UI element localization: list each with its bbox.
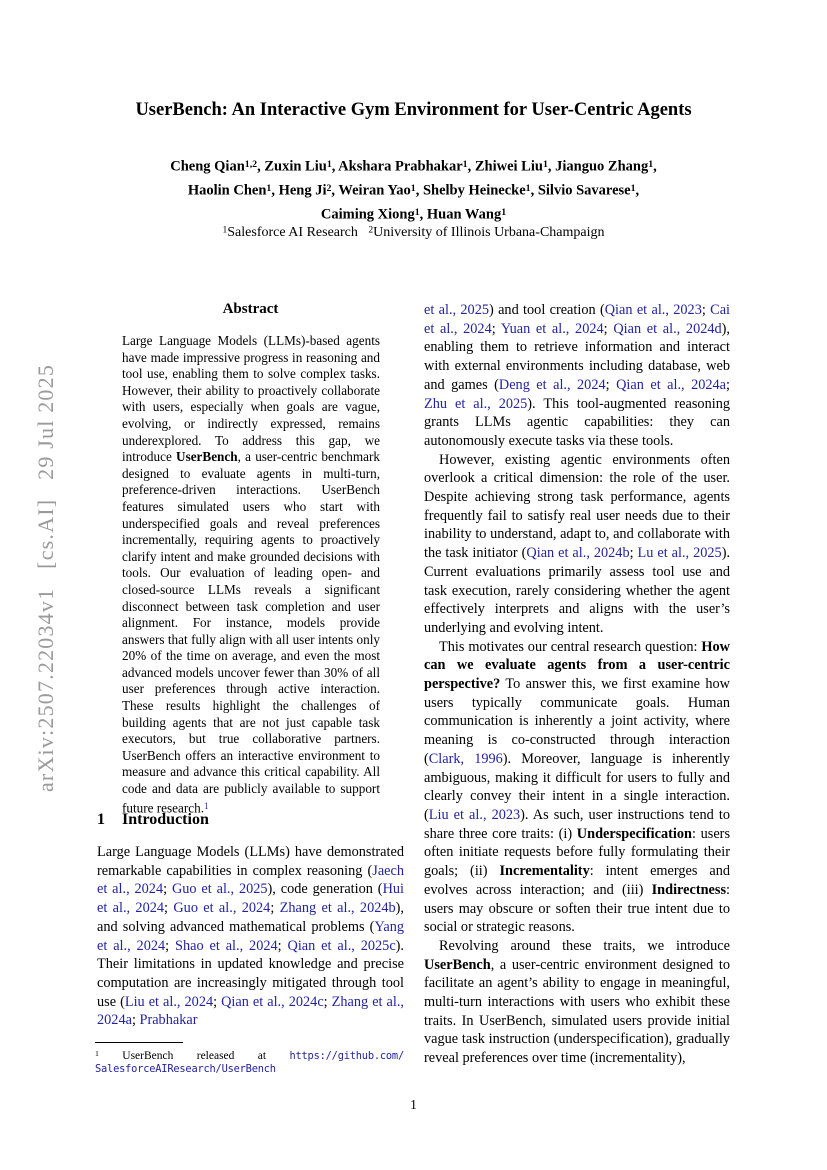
text-span: : users may obscure or soften their true intent due to social or strategic reasons. [424, 881, 730, 936]
citation-link[interactable]: Yang et al., 2024 [97, 918, 404, 954]
text-span: Cheng Qian [170, 158, 245, 175]
citation-link[interactable]: Guo et al., 2024 [173, 900, 271, 917]
text-span: ; [603, 320, 614, 337]
citation-link[interactable]: Shao et al., 2024 [175, 937, 278, 954]
text-span: Incrementality [499, 863, 590, 880]
text-span: , [635, 182, 640, 199]
citation-link[interactable]: Guo et al., 2025 [171, 881, 268, 898]
abstract-text [122, 333, 380, 817]
text-span: Salesforce AI Research [227, 225, 369, 240]
text-span: 1 [326, 159, 332, 170]
citation-link[interactable]: Clark, 1996 [428, 750, 503, 767]
section-number: 1 [97, 811, 105, 828]
text-span: , [653, 158, 657, 175]
section-heading-introduction [97, 811, 404, 829]
footnote-text [95, 1047, 404, 1077]
text-span: ). Their limitations in updated knowledge and precise computation are increasingly mitigated through tool use ( [97, 937, 405, 1010]
citation-link[interactable]: Jaech et al., 2024 [97, 862, 404, 898]
text-span: ; [491, 320, 501, 337]
text-span: , Heng Ji [271, 182, 327, 199]
text-span: ). Moreover, language is inherently ambiguous, making it difficult for users to fully and clearly convey their intent in a single interaction. ( [424, 750, 730, 823]
citation-link[interactable]: Prabhakar [139, 1012, 198, 1029]
affiliation-line [0, 225, 827, 241]
paragraph [424, 638, 730, 937]
citation-link[interactable]: Cai et al., 2024 [424, 302, 731, 337]
citation-link[interactable]: 1 [204, 800, 209, 811]
text-span: 2 [368, 225, 374, 236]
text-span: University of Illinois Urbana-Champaign [373, 225, 605, 240]
text-span: ). Current evaluations primarily assess tool use and task execution, rarely considering whether the agent effectively interprets and aligns with the user’s underlying and evolving intent. [424, 545, 731, 636]
text-span: ; [165, 937, 176, 954]
text-span: , a user-centric benchmark designed to evaluate agents in multi-turn, preference-driven interactions. UserBench features simulated users who start with underspecified goals and reveal preferences incrementally, requiring agents to proactively clarify intent and make grounded decisions with tools. Our evaluation of leading open- and closed-source LLMs reveals a significant disconnect between task completion and user alignment. For instance, models provide answers that fully align with all user intents only 20% of the time on average, and even the most advanced models uncover fewer than 30% of all user preferences through active interaction. These results highlight the challenges of building agents that are not just capable task executors, but true collaborative partners. UserBench offers an interactive environment to measure and advance this critical capability. All code and data are publicly available to support future research. [122, 449, 380, 816]
text-span: ). This tool-augmented reasoning grants LLMs agentic capabilities: they can autonomously execute tasks via these tools. [424, 395, 730, 449]
author-line-2 [0, 178, 827, 202]
text-span: ) and tool creation ( [489, 302, 605, 318]
text-span: , Akshara Prabhakar [331, 158, 463, 175]
text-span: : intent emerges and evolves across interaction; and (iii) [424, 863, 730, 898]
citation-link[interactable]: Qian et al., 2024d [613, 320, 722, 337]
paragraph [424, 451, 730, 638]
text-span: ; [726, 376, 731, 393]
citation-link[interactable]: Liu et al., 2024 [124, 993, 214, 1010]
text-span: However, existing agentic environments often overlook a critical dimension: the role of the user. Despite achieving strong task performance, agents frequently fail to satisfy real user needs due to their inability to understand, adapt to, and collaborate with the task initiator ( [424, 451, 730, 562]
text-span: 1 [648, 159, 654, 170]
text-span: ; [605, 376, 617, 393]
text-span: ), code generation ( [267, 881, 383, 898]
paragraph [424, 937, 730, 1068]
author-block [0, 154, 827, 227]
author-line-3 [0, 202, 827, 226]
text-span: 1 [525, 183, 531, 195]
text-span: 1 [410, 183, 416, 195]
text-span: 2 [326, 183, 332, 195]
text-span: ; [164, 900, 174, 917]
text-span: ). As such, user instructions tend to share three core traits: (i) [424, 806, 730, 842]
text-span: UserBench released at [98, 1049, 290, 1062]
arxiv-sidebar-label: arXiv:2507.22034v1 [cs.AI] 29 Jul 2025 [33, 363, 58, 793]
page-number: 1 [410, 1097, 417, 1112]
text-span: To answer this, we first examine how users typically communicate goals. Human communication is inherently a joint activity, where meaning is co-constructed through interaction ( [424, 676, 730, 767]
text-span: Large Language Models (LLMs)-based agents have made impressive progress in reasoning and tool use, enabling them to solve complex tasks. However, their ability to proactively collaborate with users, especially when goals are vague, evolving, or indirectly expressed, remains underexplored. To address this gap, we introduce [122, 333, 380, 465]
abstract-heading: Abstract [222, 301, 279, 317]
text-span: , Zuxin Liu [257, 158, 327, 175]
citation-link[interactable]: et al., 2025 [424, 302, 490, 318]
text-span: How can we evaluate agents from a user-centric perspective? [424, 638, 730, 693]
footnote-rule [95, 1042, 183, 1043]
footnote [95, 1042, 404, 1077]
text-span: , Jianguo Zhang [547, 158, 649, 175]
text-span: 1 [630, 183, 636, 195]
citation-link[interactable]: Qian et al., 2024a [616, 376, 727, 393]
citation-link[interactable]: Qian et al., 2023 [604, 302, 702, 318]
text-span: ), and solving advanced mathematical problems ( [97, 900, 405, 935]
citation-link[interactable]: Qian et al., 2024c [221, 993, 324, 1010]
text-span: , Weiran Yao [331, 182, 411, 199]
text-span: 1 [501, 207, 507, 219]
citation-link[interactable]: Lu et al., 2025 [637, 545, 722, 562]
citation-link[interactable]: Zhu et al., 2025 [424, 395, 528, 412]
text-span: Indirectness [651, 881, 727, 898]
text-span: 1,2 [244, 159, 258, 170]
text-span: : users often initiate requests before fully formulating their goals; (ii) [424, 825, 731, 880]
text-span: ; [163, 881, 172, 898]
citation-link[interactable]: Zhang et al., 2024a [97, 993, 404, 1029]
citation-link[interactable]: Yuan et al., 2024 [500, 320, 604, 337]
text-span: ; [277, 937, 288, 954]
intro-paragraph-left [97, 843, 404, 1030]
citation-link[interactable]: Hui et al., 2024 [97, 881, 405, 917]
text-span: Haolin Chen [187, 182, 267, 199]
text-span: , Silvio Savarese [530, 182, 631, 199]
text-span: ; [213, 993, 222, 1010]
author-line-1 [0, 154, 827, 178]
text-span: This motivates our central research question: [439, 638, 702, 655]
citation-link[interactable]: Liu et al., 2023 [428, 806, 521, 823]
section-title: Introduction [122, 811, 209, 828]
text-span: ), enabling them to retrieve information and interact with external environments including database, web and games ( [424, 320, 731, 393]
url-link[interactable]: https://github.com/​SalesforceAIResearch/UserBench [95, 1049, 404, 1076]
text-span: , a user-centric environment designed to facilitate an agent’s ability to engage in meaningful, multi-turn interactions with users who exhibit these traits. In UserBench, simulated users provide initial vague task instruction (underspecification), gradually reveal preferences over time (incrementality), [424, 956, 730, 1067]
text-span: ; [131, 1012, 140, 1029]
right-column [424, 301, 730, 1068]
text-span: Revolving around these traits, we introduce [439, 937, 730, 954]
citation-link[interactable]: Qian et al., 2024b [526, 545, 630, 562]
text-span: UserBench [424, 956, 491, 973]
text-span: 1 [266, 183, 272, 195]
text-span: 1 [95, 1049, 99, 1058]
text-span: Underspecification [576, 825, 692, 842]
text-span: , Shelby Heinecke [415, 182, 526, 199]
citation-link[interactable]: Qian et al., 2025c [287, 937, 396, 954]
paragraph [424, 301, 730, 451]
citation-link[interactable]: Zhang et al., 2024b [279, 900, 396, 917]
text-span: ; [629, 545, 638, 562]
text-span: 1 [542, 159, 548, 170]
paper-title: UserBench: An Interactive Gym Environment for User-Centric Agents [135, 100, 692, 120]
text-span: Caiming Xiong [320, 207, 415, 224]
citation-link[interactable]: Deng et al., 2024 [498, 376, 606, 393]
text-span: ; [323, 993, 332, 1010]
text-span: 1 [222, 225, 228, 236]
text-span: ; [270, 900, 280, 917]
text-span: 1 [462, 159, 468, 170]
text-span: 1 [414, 207, 420, 219]
text-span: , Huan Wang [419, 207, 502, 224]
text-span: ; [701, 302, 711, 318]
text-span: , Zhiwei Liu [467, 158, 543, 175]
text-span: Large Language Models (LLMs) have demonstrated remarkable capabilities in complex reasoning ( [97, 844, 404, 879]
text-span: UserBench [176, 449, 238, 465]
